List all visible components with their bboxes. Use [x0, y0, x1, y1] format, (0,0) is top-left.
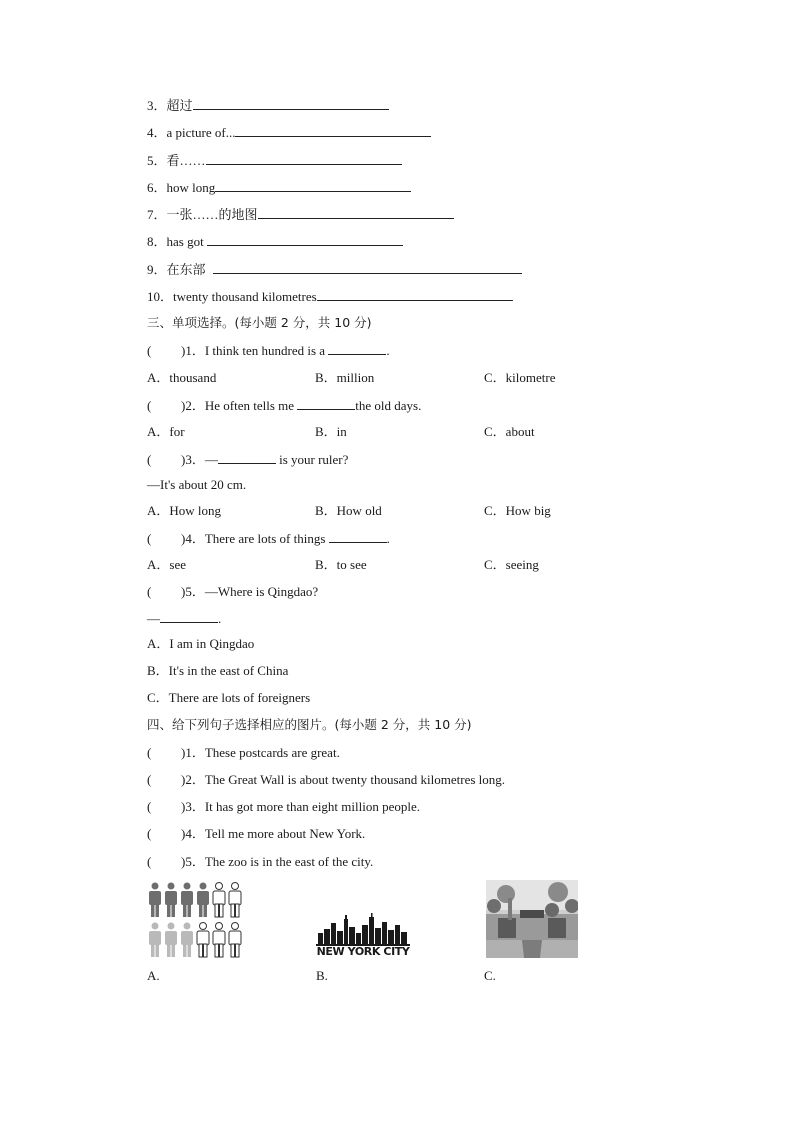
skyline-icon — [316, 913, 410, 959]
answer-blank[interactable] — [218, 451, 276, 464]
option-a[interactable]: A．thousand — [147, 370, 217, 385]
match-item-3: ( )3．It has got more than eight million people. — [147, 799, 421, 814]
option-a[interactable]: A．I am in Qingdao — [147, 636, 255, 651]
option-b[interactable]: B．to see — [315, 557, 367, 572]
option-b[interactable]: B．in — [315, 424, 347, 439]
answer-blank[interactable] — [160, 610, 218, 623]
person-figure — [197, 883, 209, 918]
match-item-5: ( )5．The zoo is in the east of the city. — [147, 854, 374, 869]
question-4: ( )4．There are lots of things . — [147, 531, 390, 546]
option-a[interactable]: A．for — [147, 424, 185, 439]
answer-paren[interactable]: ( — [147, 584, 152, 599]
answer-paren[interactable]: ( — [147, 343, 152, 358]
option-c[interactable]: C．seeing — [484, 557, 539, 572]
match-item-1: ( )1．These postcards are great. — [147, 745, 340, 760]
question-3-reply: —It's about 20 cm. — [147, 477, 247, 492]
person-figure — [181, 923, 193, 958]
option-b[interactable]: B．million — [315, 370, 375, 385]
vocab-item-9: 9．在东部 — [147, 261, 522, 278]
vocab-item-3: 3．超过 — [147, 97, 389, 114]
answer-paren[interactable]: ( — [147, 854, 152, 869]
answer-paren[interactable]: ( — [147, 452, 152, 467]
vocab-item-7: 7．一张……的地图 — [147, 206, 454, 223]
option-b[interactable]: B．How old — [315, 503, 382, 518]
answer-blank[interactable] — [193, 97, 389, 110]
person-figure — [165, 923, 177, 958]
picture-label-b: B. — [316, 968, 328, 983]
person-figure — [149, 883, 161, 918]
match-item-4: ( )4．Tell me more about New York. — [147, 826, 366, 841]
question-2: ( )2．He often tells me the old days. — [147, 398, 422, 413]
answer-blank[interactable] — [206, 152, 402, 165]
option-c[interactable]: C．about — [484, 424, 535, 439]
option-a[interactable]: A．see — [147, 557, 186, 572]
picture-label-a: A. — [147, 968, 160, 983]
option-c[interactable]: C．How big — [484, 503, 551, 518]
section-4-heading: 四、给下列句子选择相应的图片。(每小题 2 分，共 10 分) — [147, 717, 472, 732]
question-1: ( )1．I think ten hundred is a . — [147, 343, 390, 358]
picture-label-c: C. — [484, 968, 496, 983]
person-figure — [229, 883, 241, 918]
option-b[interactable]: B．It's in the east of China — [147, 663, 289, 678]
answer-blank[interactable] — [317, 288, 513, 301]
answer-blank[interactable] — [213, 261, 522, 274]
answer-blank[interactable] — [215, 179, 411, 192]
answer-blank[interactable] — [235, 124, 431, 137]
person-figure — [197, 923, 209, 958]
people-icon — [147, 880, 247, 960]
question-3: ( )3．— is your ruler? — [147, 452, 349, 467]
answer-paren[interactable]: ( — [147, 826, 152, 841]
person-figure — [213, 923, 225, 958]
vocab-item-8: 8．has got — [147, 233, 403, 250]
answer-blank[interactable] — [329, 530, 387, 543]
answer-paren[interactable]: ( — [147, 398, 152, 413]
option-a[interactable]: A．How long — [147, 503, 222, 518]
answer-blank[interactable] — [297, 397, 355, 410]
person-figure — [165, 883, 177, 918]
zoo-icon — [486, 880, 578, 958]
answer-blank[interactable] — [328, 342, 386, 355]
person-figure — [213, 883, 225, 918]
skyline-caption: NEW YORK CITY — [316, 945, 410, 958]
section-3-heading: 三、单项选择。(每小题 2 分，共 10 分) — [147, 315, 372, 330]
question-5: ( )5．—Where is Qingdao? — [147, 584, 319, 599]
vocab-item-5: 5．看…… — [147, 152, 402, 169]
match-item-2: ( )2．The Great Wall is about twenty thousand kilometres long. — [147, 772, 506, 787]
answer-paren[interactable]: ( — [147, 745, 152, 760]
vocab-item-4: 4．a picture of... — [147, 124, 431, 141]
option-c[interactable]: C．There are lots of foreigners — [147, 690, 311, 705]
answer-blank[interactable] — [207, 233, 403, 246]
answer-paren[interactable]: ( — [147, 799, 152, 814]
person-figure — [149, 923, 161, 958]
vocab-item-10: 10．twenty thousand kilometres — [147, 288, 513, 305]
option-c[interactable]: C．kilometre — [484, 370, 556, 385]
answer-paren[interactable]: ( — [147, 531, 152, 546]
person-figure — [181, 883, 193, 918]
question-5-reply: — . — [147, 611, 222, 626]
vocab-item-6: 6．how long — [147, 179, 411, 196]
person-figure — [229, 923, 241, 958]
answer-paren[interactable]: ( — [147, 772, 152, 787]
answer-blank[interactable] — [258, 206, 454, 219]
